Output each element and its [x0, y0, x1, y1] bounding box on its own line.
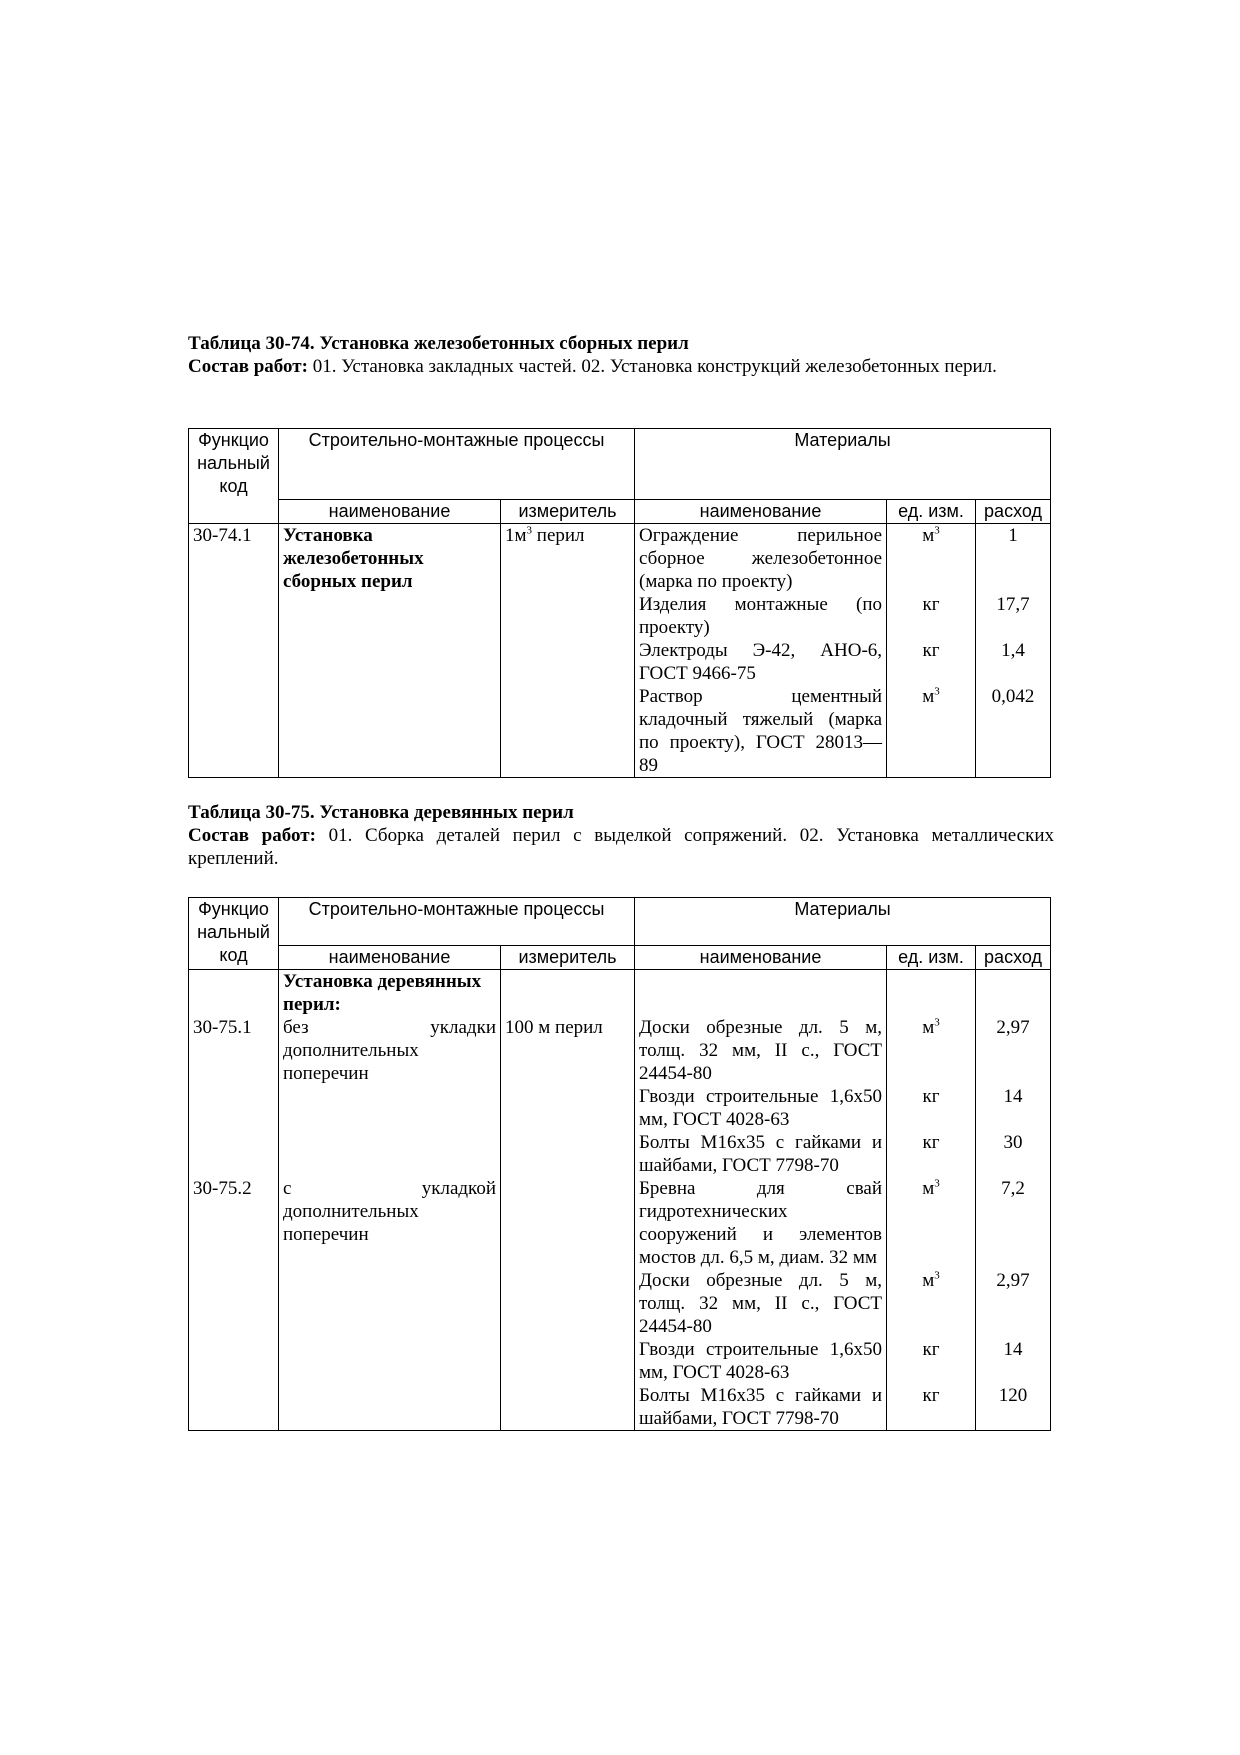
material-value: 120 [976, 1384, 1051, 1431]
material-value: 2,97 [976, 1269, 1051, 1338]
header-materials: Материалы [635, 898, 1051, 946]
material-value: 0,042 [976, 685, 1051, 778]
material-name: Изделия монтажные (по проекту) [635, 593, 887, 639]
material-name: Болты М16x35 с гайками и шайбами, ГОСТ 7798-70 [635, 1131, 887, 1177]
header-consumption: расход [976, 946, 1051, 970]
material-value: 17,7 [976, 593, 1051, 639]
row-code: 30-75.2 [189, 1177, 279, 1431]
table-row [189, 970, 1051, 1017]
header-code: Функцио нальный код [189, 898, 279, 970]
header-meter: измеритель [501, 946, 635, 970]
header-material-name: наименование [635, 946, 887, 970]
material-unit: $м^3$ [887, 685, 976, 778]
header-material-name: наименование [635, 500, 887, 524]
material-unit: кг [887, 1338, 976, 1384]
material-value: 14 [976, 1338, 1051, 1384]
material-unit: кг [887, 1085, 976, 1131]
row-process: без укладки дополнительных поперечин [279, 1016, 501, 1177]
header-materials: Материалы [635, 429, 1051, 500]
material-name: Электроды Э-42, АНО-6, ГОСТ 9466-75 [635, 639, 887, 685]
header-processes: Строительно-монтажные процессы [279, 429, 635, 500]
material-value: 30 [976, 1131, 1051, 1177]
material-name: Гвозди строительные 1,6x50 мм, ГОСТ 4028-63 [635, 1338, 887, 1384]
material-unit: $м^3$ [887, 1177, 976, 1269]
material-name: Бревна для свай гидротехнических сооружений и элементов мостов дл. 6,5 м, диам. 32 мм [635, 1177, 887, 1269]
group-title: Установка деревянных перил: [279, 970, 501, 1017]
header-unit: ед. изм. [887, 946, 976, 970]
material-unit: кг [887, 1131, 976, 1177]
header-unit: ед. изм. [887, 500, 976, 524]
table-75 [188, 897, 1051, 1431]
material-name: Гвозди строительные 1,6x50 мм, ГОСТ 4028-63 [635, 1085, 887, 1131]
header-name: наименование [279, 946, 501, 970]
material-name: Раствор цементный кладочный тяжелый (марка по проекту), ГОСТ 28013—89 [635, 685, 887, 778]
material-name: Доски обрезные дл. 5 м, толщ. 32 мм, II с., ГОСТ 24454-80 [635, 1016, 887, 1085]
table-75-title: Таблица 30-75. Установка деревянных перил [188, 802, 574, 823]
row-process: Установка железобетонных сборных перил [279, 524, 501, 778]
material-unit: $м^3$ [887, 524, 976, 594]
table-74-title: Таблица 30-74. Установка железобетонных сборных перил [188, 333, 689, 354]
table-74-caption [188, 332, 1054, 378]
material-unit: кг [887, 1384, 976, 1431]
table-row [189, 524, 1051, 594]
header-consumption: расход [976, 500, 1051, 524]
table-75-caption [188, 801, 1054, 870]
material-name: Доски обрезные дл. 5 м, толщ. 32 мм, II с., ГОСТ 24454-80 [635, 1269, 887, 1338]
material-value: 14 [976, 1085, 1051, 1131]
header-code: Функцио нальный код [189, 429, 279, 524]
header-meter: измеритель [501, 500, 635, 524]
header-processes: Строительно-монтажные процессы [279, 898, 635, 946]
material-value: 7,2 [976, 1177, 1051, 1269]
table-75-composition: Состав работ: 01. Сборка деталей перил с выделкой сопряжений. 02. Установка металлических креплений. [188, 825, 1054, 869]
material-value: 2,97 [976, 1016, 1051, 1085]
row-code: 30-74.1 [189, 524, 279, 778]
header-name: наименование [279, 500, 501, 524]
table-74-composition: Состав работ: 01. Установка закладных частей. 02. Установка конструкций железобетонных перил. [188, 356, 997, 377]
table-row [189, 1016, 1051, 1085]
material-unit: $м^3$ [887, 1269, 976, 1338]
material-unit: $м^3$ [887, 1016, 976, 1085]
row-code: 30-75.1 [189, 1016, 279, 1177]
row-process: с укладкой дополнительных поперечин [279, 1177, 501, 1431]
material-unit: кг [887, 639, 976, 685]
material-name: Болты М16x35 с гайками и шайбами, ГОСТ 7798-70 [635, 1384, 887, 1431]
material-unit: кг [887, 593, 976, 639]
material-value: 1 [976, 524, 1051, 594]
table-74 [188, 428, 1051, 778]
material-value: 1,4 [976, 639, 1051, 685]
row-meter: 100 м перил [501, 1016, 635, 1431]
row-meter: $1м^3$ перил [501, 524, 635, 778]
material-name: Ограждение перильное сборное железобетонное (марка по проекту) [635, 524, 887, 594]
